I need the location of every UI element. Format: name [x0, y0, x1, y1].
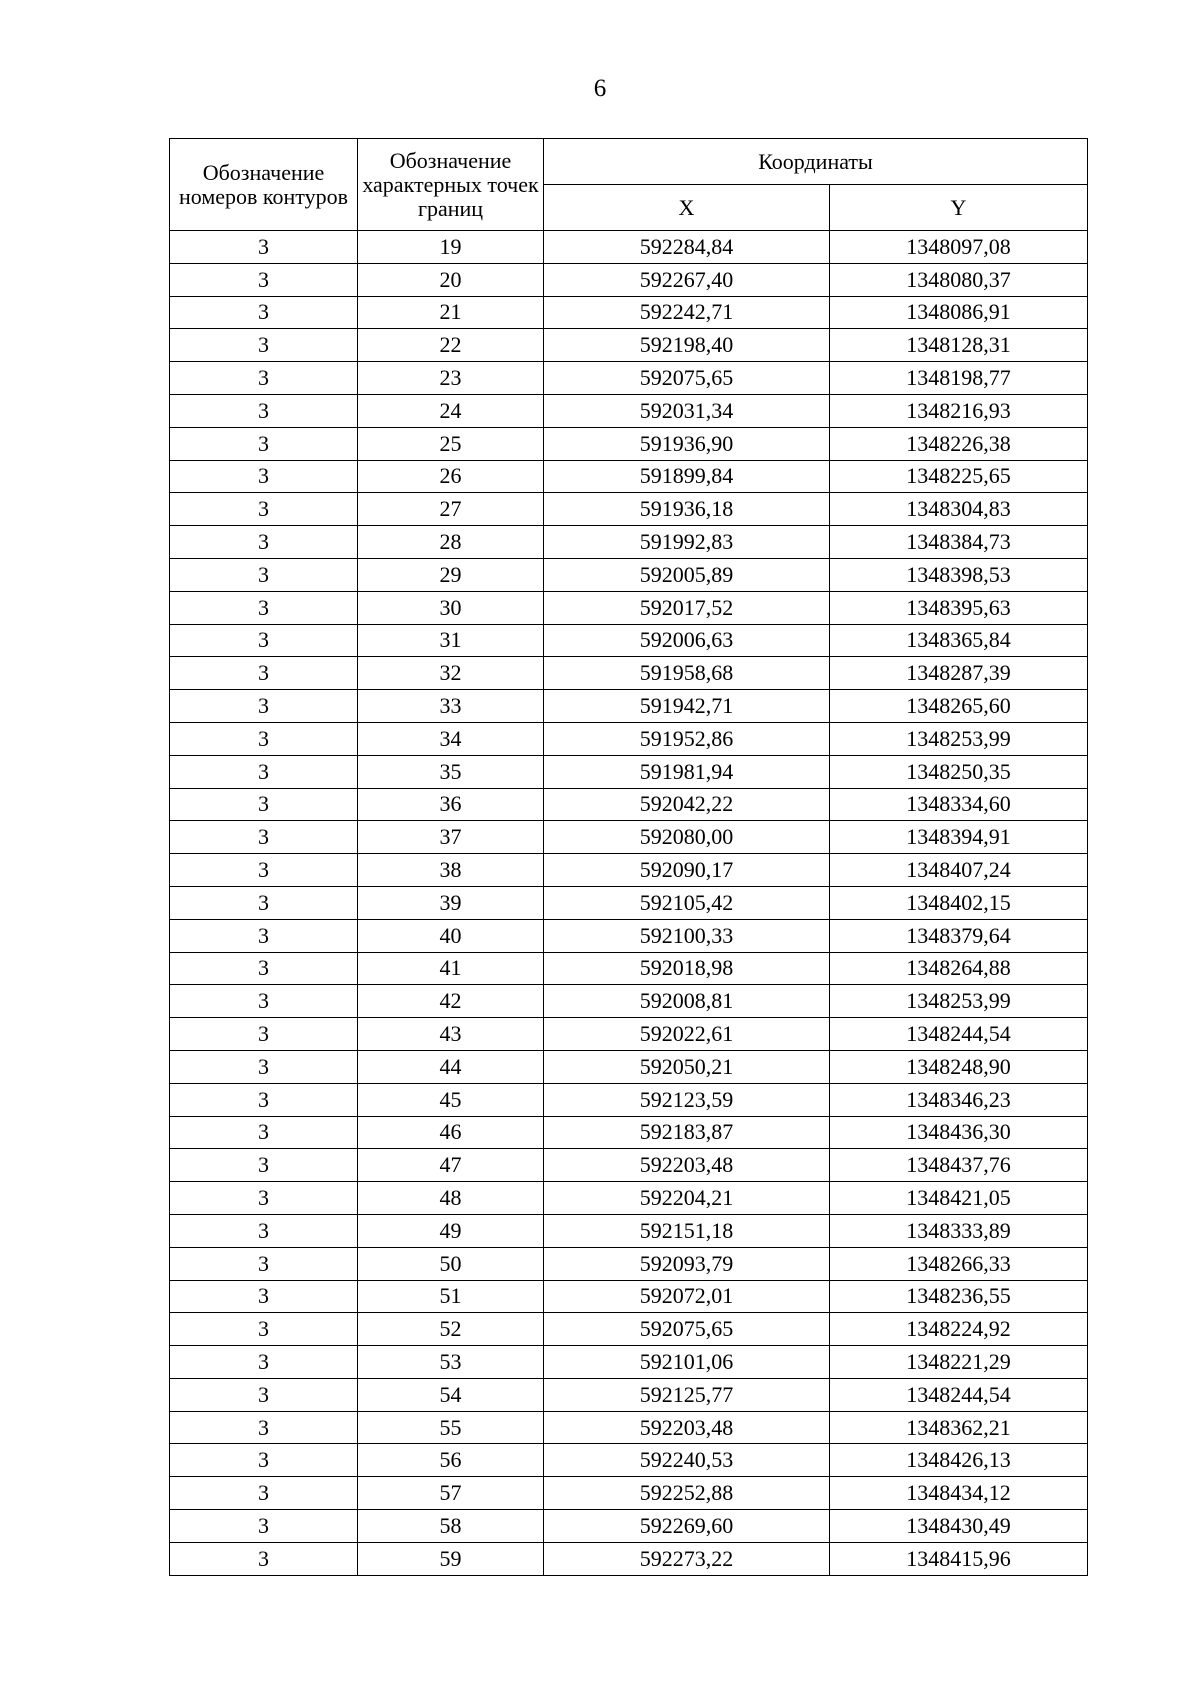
cell-y: 1348216,93	[830, 394, 1088, 427]
table-row	[170, 1018, 1088, 1051]
cell-contour: 3	[170, 263, 358, 296]
table-row	[170, 657, 1088, 690]
cell-point: 54	[358, 1378, 544, 1411]
cell-point: 42	[358, 985, 544, 1018]
cell-point: 29	[358, 558, 544, 591]
cell-y: 1348250,35	[830, 755, 1088, 788]
cell-x: 592042,22	[544, 788, 830, 821]
cell-x: 592198,40	[544, 329, 830, 362]
cell-y: 1348226,38	[830, 427, 1088, 460]
cell-x: 591958,68	[544, 657, 830, 690]
cell-point: 37	[358, 821, 544, 854]
cell-contour: 3	[170, 755, 358, 788]
table-row	[170, 886, 1088, 919]
table-row	[170, 1280, 1088, 1313]
table-row	[170, 1116, 1088, 1149]
table-row	[170, 985, 1088, 1018]
table-row	[170, 1149, 1088, 1182]
table-row	[170, 1510, 1088, 1543]
cell-y: 1348253,99	[830, 985, 1088, 1018]
table-row	[170, 460, 1088, 493]
table-row	[170, 493, 1088, 526]
cell-point: 43	[358, 1018, 544, 1051]
cell-point: 34	[358, 722, 544, 755]
cell-x: 592101,06	[544, 1346, 830, 1379]
cell-y: 1348266,33	[830, 1247, 1088, 1280]
cell-point: 39	[358, 886, 544, 919]
cell-x: 592005,89	[544, 558, 830, 591]
table-row	[170, 952, 1088, 985]
cell-y: 1348221,29	[830, 1346, 1088, 1379]
cell-point: 46	[358, 1116, 544, 1149]
cell-point: 25	[358, 427, 544, 460]
cell-y: 1348346,23	[830, 1083, 1088, 1116]
cell-contour: 3	[170, 1313, 358, 1346]
cell-contour: 3	[170, 985, 358, 1018]
table-row	[170, 722, 1088, 755]
table-row	[170, 1444, 1088, 1477]
cell-x: 592100,33	[544, 919, 830, 952]
cell-point: 33	[358, 690, 544, 723]
table-row	[170, 362, 1088, 395]
cell-y: 1348080,37	[830, 263, 1088, 296]
cell-y: 1348437,76	[830, 1149, 1088, 1182]
cell-point: 44	[358, 1050, 544, 1083]
table-row	[170, 1083, 1088, 1116]
cell-contour: 3	[170, 362, 358, 395]
cell-point: 30	[358, 591, 544, 624]
cell-point: 31	[358, 624, 544, 657]
cell-point: 41	[358, 952, 544, 985]
cell-x: 592269,60	[544, 1510, 830, 1543]
cell-y: 1348287,39	[830, 657, 1088, 690]
cell-x: 592072,01	[544, 1280, 830, 1313]
cell-x: 592284,84	[544, 231, 830, 264]
cell-contour: 3	[170, 296, 358, 329]
table-row	[170, 690, 1088, 723]
cell-contour: 3	[170, 1083, 358, 1116]
table-row	[170, 821, 1088, 854]
cell-point: 45	[358, 1083, 544, 1116]
cell-point: 40	[358, 919, 544, 952]
cell-x: 591942,71	[544, 690, 830, 723]
cell-contour: 3	[170, 1050, 358, 1083]
cell-point: 24	[358, 394, 544, 427]
cell-x: 592240,53	[544, 1444, 830, 1477]
header-y: Y	[830, 185, 1088, 231]
cell-contour: 3	[170, 231, 358, 264]
cell-x: 591981,94	[544, 755, 830, 788]
cell-y: 1348430,49	[830, 1510, 1088, 1543]
cell-x: 592273,22	[544, 1542, 830, 1575]
cell-contour: 3	[170, 1116, 358, 1149]
cell-contour: 3	[170, 788, 358, 821]
table-row	[170, 624, 1088, 657]
cell-point: 50	[358, 1247, 544, 1280]
cell-contour: 3	[170, 886, 358, 919]
cell-contour: 3	[170, 821, 358, 854]
cell-y: 1348265,60	[830, 690, 1088, 723]
cell-point: 49	[358, 1214, 544, 1247]
cell-contour: 3	[170, 1182, 358, 1215]
cell-x: 591992,83	[544, 526, 830, 559]
cell-point: 58	[358, 1510, 544, 1543]
cell-contour: 3	[170, 526, 358, 559]
cell-contour: 3	[170, 493, 358, 526]
cell-x: 591936,90	[544, 427, 830, 460]
cell-x: 592204,21	[544, 1182, 830, 1215]
cell-y: 1348264,88	[830, 952, 1088, 985]
cell-y: 1348365,84	[830, 624, 1088, 657]
cell-point: 22	[358, 329, 544, 362]
cell-contour: 3	[170, 1411, 358, 1444]
cell-y: 1348421,05	[830, 1182, 1088, 1215]
cell-x: 591936,18	[544, 493, 830, 526]
cell-contour: 3	[170, 1018, 358, 1051]
table-row	[170, 1313, 1088, 1346]
cell-x: 591899,84	[544, 460, 830, 493]
cell-x: 592018,98	[544, 952, 830, 985]
cell-point: 56	[358, 1444, 544, 1477]
cell-point: 32	[358, 657, 544, 690]
cell-point: 48	[358, 1182, 544, 1215]
cell-point: 35	[358, 755, 544, 788]
cell-point: 21	[358, 296, 544, 329]
coordinates-table	[169, 138, 1088, 1576]
cell-y: 1348198,77	[830, 362, 1088, 395]
cell-point: 27	[358, 493, 544, 526]
cell-y: 1348236,55	[830, 1280, 1088, 1313]
cell-point: 55	[358, 1411, 544, 1444]
cell-x: 592105,42	[544, 886, 830, 919]
cell-point: 47	[358, 1149, 544, 1182]
cell-x: 592006,63	[544, 624, 830, 657]
cell-y: 1348436,30	[830, 1116, 1088, 1149]
table-row	[170, 1477, 1088, 1510]
table-row	[170, 854, 1088, 887]
cell-point: 57	[358, 1477, 544, 1510]
cell-y: 1348407,24	[830, 854, 1088, 887]
table-row	[170, 1542, 1088, 1575]
cell-contour: 3	[170, 722, 358, 755]
cell-y: 1348244,54	[830, 1378, 1088, 1411]
cell-x: 592050,21	[544, 1050, 830, 1083]
table-row	[170, 1411, 1088, 1444]
cell-point: 53	[358, 1346, 544, 1379]
table-row	[170, 296, 1088, 329]
cell-y: 1348395,63	[830, 591, 1088, 624]
cell-y: 1348333,89	[830, 1214, 1088, 1247]
cell-point: 38	[358, 854, 544, 887]
cell-x: 592075,65	[544, 362, 830, 395]
cell-y: 1348334,60	[830, 788, 1088, 821]
cell-y: 1348225,65	[830, 460, 1088, 493]
cell-contour: 3	[170, 657, 358, 690]
cell-contour: 3	[170, 558, 358, 591]
cell-y: 1348086,91	[830, 296, 1088, 329]
cell-x: 592183,87	[544, 1116, 830, 1149]
table-row	[170, 558, 1088, 591]
table-row	[170, 394, 1088, 427]
cell-x: 592093,79	[544, 1247, 830, 1280]
header-x: X	[544, 185, 830, 231]
cell-y: 1348362,21	[830, 1411, 1088, 1444]
cell-x: 592075,65	[544, 1313, 830, 1346]
table-row	[170, 1247, 1088, 1280]
cell-contour: 3	[170, 1378, 358, 1411]
table-row	[170, 231, 1088, 264]
cell-x: 592151,18	[544, 1214, 830, 1247]
cell-y: 1348415,96	[830, 1542, 1088, 1575]
cell-contour: 3	[170, 854, 358, 887]
cell-x: 592022,61	[544, 1018, 830, 1051]
cell-x: 592090,17	[544, 854, 830, 887]
cell-contour: 3	[170, 1444, 358, 1477]
cell-contour: 3	[170, 394, 358, 427]
cell-y: 1348224,92	[830, 1313, 1088, 1346]
header-contour-numbers: Обозначение номеров контуров	[170, 139, 358, 231]
cell-contour: 3	[170, 1214, 358, 1247]
cell-y: 1348379,64	[830, 919, 1088, 952]
cell-y: 1348248,90	[830, 1050, 1088, 1083]
cell-y: 1348394,91	[830, 821, 1088, 854]
cell-contour: 3	[170, 427, 358, 460]
cell-point: 36	[358, 788, 544, 821]
cell-point: 20	[358, 263, 544, 296]
cell-x: 592080,00	[544, 821, 830, 854]
cell-y: 1348426,13	[830, 1444, 1088, 1477]
cell-x: 592031,34	[544, 394, 830, 427]
table-row	[170, 755, 1088, 788]
cell-point: 59	[358, 1542, 544, 1575]
cell-contour: 3	[170, 329, 358, 362]
cell-x: 592008,81	[544, 985, 830, 1018]
cell-y: 1348244,54	[830, 1018, 1088, 1051]
table-row	[170, 1182, 1088, 1215]
cell-y: 1348434,12	[830, 1477, 1088, 1510]
cell-x: 592267,40	[544, 263, 830, 296]
table-row	[170, 427, 1088, 460]
page-number: 6	[593, 75, 607, 102]
cell-contour: 3	[170, 1542, 358, 1575]
table-row	[170, 1214, 1088, 1247]
table-row	[170, 263, 1088, 296]
cell-point: 23	[358, 362, 544, 395]
cell-contour: 3	[170, 952, 358, 985]
cell-x: 592252,88	[544, 1477, 830, 1510]
cell-x: 591952,86	[544, 722, 830, 755]
table-row	[170, 329, 1088, 362]
cell-point: 51	[358, 1280, 544, 1313]
cell-point: 26	[358, 460, 544, 493]
cell-point: 19	[358, 231, 544, 264]
table-row	[170, 526, 1088, 559]
cell-y: 1348128,31	[830, 329, 1088, 362]
cell-contour: 3	[170, 1280, 358, 1313]
cell-contour: 3	[170, 690, 358, 723]
cell-contour: 3	[170, 919, 358, 952]
header-coordinates: Координаты	[544, 139, 1088, 185]
cell-contour: 3	[170, 1477, 358, 1510]
cell-x: 592203,48	[544, 1411, 830, 1444]
cell-x: 592125,77	[544, 1378, 830, 1411]
cell-point: 28	[358, 526, 544, 559]
cell-y: 1348384,73	[830, 526, 1088, 559]
cell-point: 52	[358, 1313, 544, 1346]
cell-contour: 3	[170, 1247, 358, 1280]
cell-contour: 3	[170, 591, 358, 624]
table-row	[170, 591, 1088, 624]
cell-y: 1348402,15	[830, 886, 1088, 919]
cell-contour: 3	[170, 624, 358, 657]
table-row	[170, 1050, 1088, 1083]
cell-x: 592017,52	[544, 591, 830, 624]
header-boundary-points: Обозначение характерных точек границ	[358, 139, 544, 231]
cell-y: 1348097,08	[830, 231, 1088, 264]
cell-contour: 3	[170, 1149, 358, 1182]
cell-x: 592123,59	[544, 1083, 830, 1116]
table-row	[170, 1378, 1088, 1411]
cell-y: 1348253,99	[830, 722, 1088, 755]
table-row	[170, 919, 1088, 952]
cell-x: 592242,71	[544, 296, 830, 329]
table-row	[170, 788, 1088, 821]
cell-x: 592203,48	[544, 1149, 830, 1182]
cell-y: 1348304,83	[830, 493, 1088, 526]
cell-contour: 3	[170, 1510, 358, 1543]
table-body	[170, 231, 1088, 1576]
cell-contour: 3	[170, 1346, 358, 1379]
table-row	[170, 1346, 1088, 1379]
cell-y: 1348398,53	[830, 558, 1088, 591]
cell-contour: 3	[170, 460, 358, 493]
